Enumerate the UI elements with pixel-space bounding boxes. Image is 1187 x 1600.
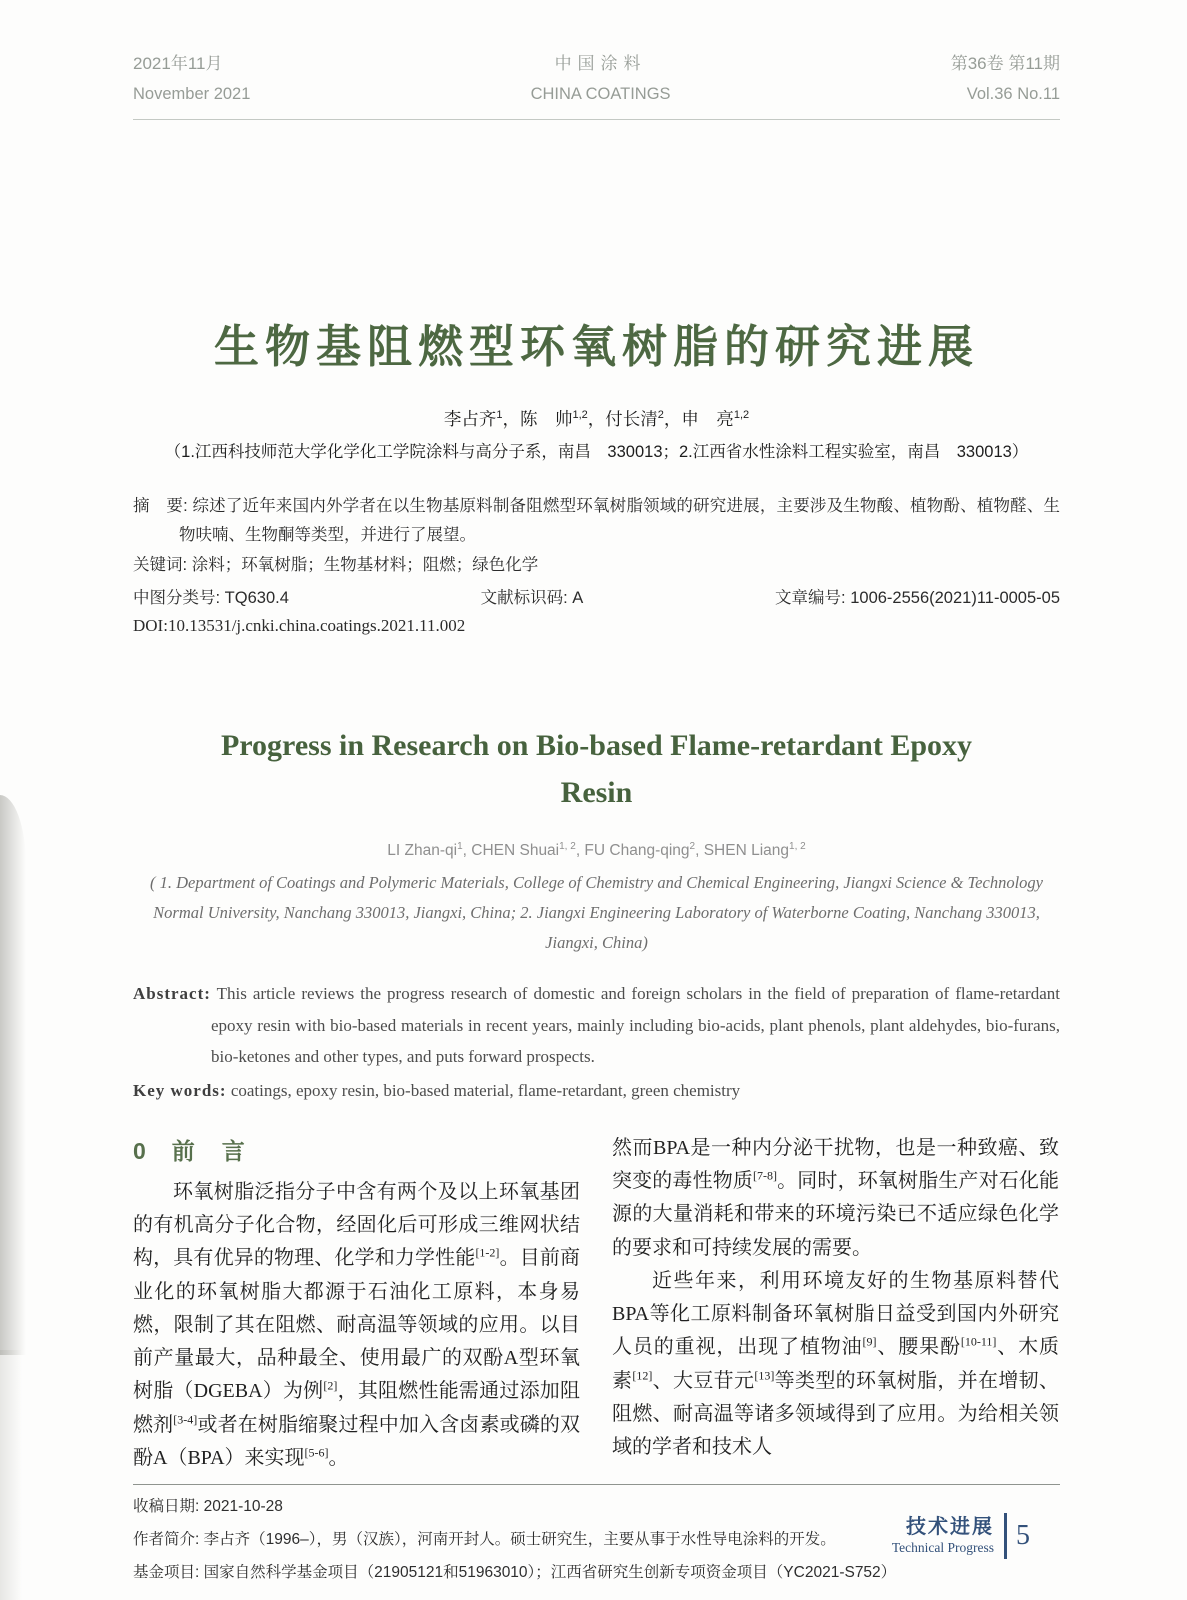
abstract-zh-text: 综述了近年来国内外学者在以生物基原料制备阻燃型环氧树脂领域的研究进展，主要涉及生物酸、植物酚、植物醛、生物呋喃、生物酮等类型，并进行了展望。 [179, 497, 1060, 545]
body-column-right [612, 1132, 1059, 1476]
footer-section [892, 1515, 1004, 1557]
header-issue [951, 48, 1060, 110]
paragraph: 然而BPA是一种内分泌干扰物，也是一种致癌、致突变的毒性物质[7-8]。同时，环氧树脂生产对石化能源的大量消耗和带来的环境污染已不适应绿色化学的要求和可持续发展的需要。 [612, 1136, 1059, 1259]
article-title-zh: 生物基阻燃型环氧树脂的研究进展 [213, 321, 979, 372]
authors-zh: 李占齐$^1$，陈 帅$^{1,2}$，付长清$^2$，申 亮$^{1,2}$ [443, 409, 750, 430]
footnote-received-date: 收稿日期: 2021-10-28 [133, 1498, 283, 1516]
footnote-funding: 基金项目: 国家自然科学基金项目（21905121和51963010）；江西省研究生创新专项资金项目（YC2021-S752） [133, 1564, 897, 1582]
journal-name-zh: 中国涂料 [554, 54, 647, 73]
article-title-en: Progress in Research on Bio-based Flame-retardant Epoxy Resin [220, 729, 973, 810]
journal-name-en: CHINA COATINGS [530, 85, 671, 103]
keywords-en-text: coatings, epoxy resin, bio-based material, flame-retardant, green chemistry [226, 1080, 741, 1100]
keywords-en-label: Key words: [133, 1080, 227, 1100]
header-date-zh: 2021年11月 [133, 54, 223, 73]
header-date-en: November 2021 [133, 85, 251, 103]
clc-number: 中图分类号: TQ630.4 [133, 589, 289, 608]
keywords-zh-label: 关键词: [133, 556, 188, 575]
section-0-number: 0 [133, 1137, 146, 1164]
abstract-en-text: This article reviews the progress research of domestic and foreign scholars in the field of preparation of flame-retardant epoxy resin with bio-based materials in recent years, mainly including bio-acids, plant phenols, plant aldehydes, bio-furans, bio-ketones and other types, and puts forward prospects. [210, 984, 1060, 1067]
affiliation-en: ( 1. Department of Coatings and Polymeric Materials, College of Chemistry and Chemical Engineering, Jiangxi Science & Technology Normal University, Nanchang 330013, Jiangxi, China; 2. Jiangxi Engineering Laboratory of Waterborne Coating, Nanchang 330013, Jiangxi, China) [150, 873, 1043, 953]
affiliation-zh: （1.江西科技师范大学化学化工学院涂料与高分子系，南昌 330013；2.江西省水性涂料工程实验室，南昌 330013） [164, 443, 1029, 462]
header-divider [133, 119, 1060, 120]
doi: DOI:10.13531/j.cnki.china.coatings.2021.11.002 [133, 616, 466, 636]
section-0-title: 前 言 [171, 1137, 247, 1164]
footer-section-en: Technical Progress [891, 1540, 994, 1555]
paragraph: 近些年来，利用环境友好的生物基原料替代BPA等化工原料制备环氧树脂日益受到国内外研究人员的重视，出现了植物油[9]、腰果酚[10-11]、木质素[12]、大豆苷元[13]等类型的环氧树脂，并在增韧、阻燃、耐高温等诸多领域得到了应用。为给相关领域的学者和技术人 [612, 1269, 1060, 1459]
document-code: 文献标识码: A [480, 589, 584, 608]
page-footer [892, 1513, 1030, 1559]
keywords-zh [133, 551, 1060, 580]
header-date [133, 48, 250, 110]
abstract-zh [133, 492, 1060, 550]
authors-en: LI Zhan-$qi^1$, CHEN Shuai$^{1, 2}$, FU Chang-qing$^2$, SHEN Liang$^{1, 2}$ [387, 841, 806, 860]
page-number: 5 [1016, 1520, 1030, 1551]
body-column-left [133, 1132, 580, 1476]
classification-row [133, 584, 1060, 613]
footer-section-zh: 技术进展 [906, 1516, 994, 1538]
header-journal-name [531, 48, 671, 110]
footnote-author-bio: 作者简介: 李占齐（1996–），男（汉族），河南开封人。硕士研究生，主要从事于水性导电涂料的开发。 [133, 1531, 836, 1549]
keywords-en [133, 1075, 1060, 1106]
body-columns [133, 1132, 1060, 1476]
keywords-zh-text: 涂料；环氧树脂；生物基材料；阻燃；绿色化学 [191, 556, 539, 575]
abstract-en [133, 978, 1060, 1073]
footnote-divider [133, 1484, 1060, 1485]
section-0-heading [133, 1134, 580, 1168]
article-id: 文章编号: 1006-2556(2021)11-0005-05 [775, 589, 1060, 608]
abstract-zh-label: 摘 要: [133, 497, 188, 516]
header-issue-en: Vol.36 No.11 [966, 85, 1060, 103]
header-issue-zh: 第36卷 第11期 [950, 54, 1060, 73]
abstract-en-label: Abstract: [133, 984, 211, 1004]
paragraph: 环氧树脂泛指分子中含有两个及以上环氧基团的有机高分子化合物，经固化后可形成三维网状结构，具有优异的物理、化学和力学性能[1-2]。目前商业化的环氧树脂大都源于石油化工原料，本身易燃，限制了其在阻燃、耐高温等领域的应用。以目前产量最大，品种最全、使用最广的双酚A型环氧树脂（DGEBA）为例[2]，其阻燃性能需通过添加阻燃剂[3-4]或者在树脂缩聚过程中加入含卤素或磷的双酚A（BPA）来实现[5-6]。 [133, 1180, 581, 1470]
journal-header [133, 0, 1060, 110]
